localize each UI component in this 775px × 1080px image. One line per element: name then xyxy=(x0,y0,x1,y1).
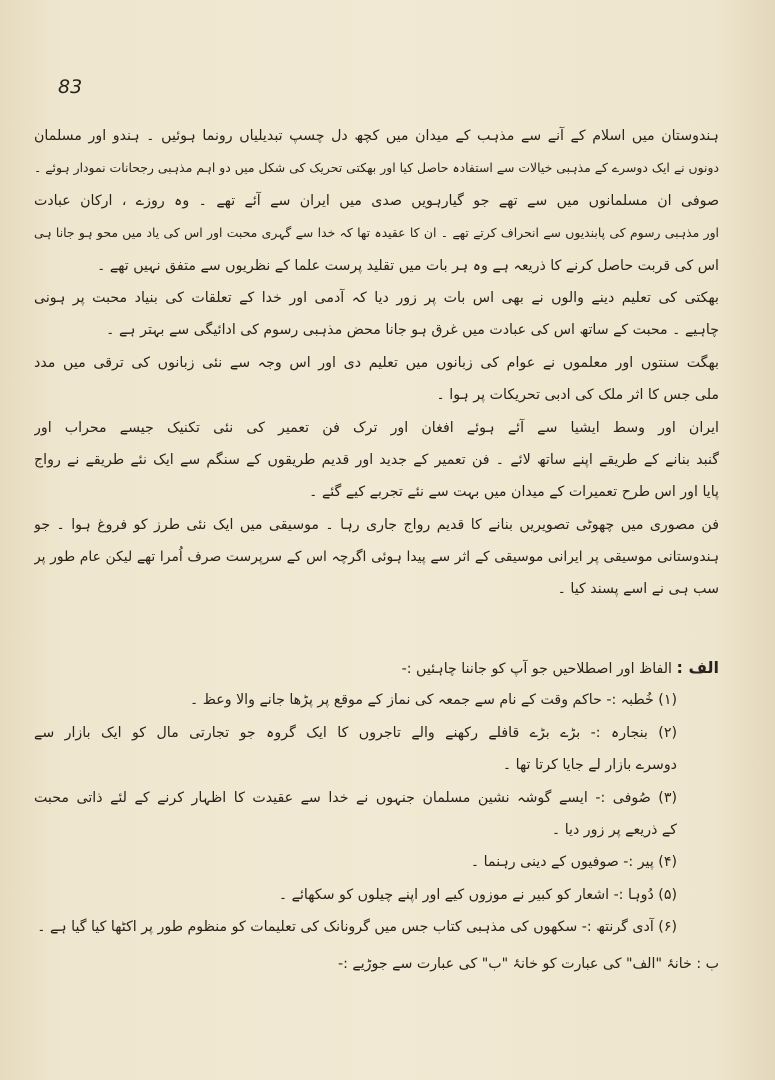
text-line: پایا اور اس طرح تعمیرات کے میدان میں بہت سے نئے تجربے کیے گئے ۔ xyxy=(309,484,719,501)
text-line: ہندوستانی موسیقی پر ایرانی موسیقی کے اثر سے پیدا ہوئی اگرچہ اس کے سرپرست صرف اُمرا تھے لیکن عام طور پر xyxy=(34,549,719,566)
text-line: دونوں نے ایک دوسرے کے مذہبی خیالات سے استفادہ حاصل کیا اور بھکتی تحریک کی شکل میں دو اہم مذہبی رجحانات نمودار ہوئے ۔ xyxy=(34,160,719,176)
body-text xyxy=(34,120,719,606)
text-line: صوفی ان مسلمانوں میں سے تھے جو گیارہویں صدی میں ایران سے آئے تھے ۔ وہ روزے ، ارکان عبادت xyxy=(34,192,719,209)
section-be-instruction: ب : خانۂ "الف" کی عبارت کو خانۂ "ب" کی عبارت سے جوڑیے :- xyxy=(338,955,719,972)
glossary-item-continued: دوسرے بازار لے جایا کرتا تھا ۔ xyxy=(502,757,677,774)
text-line: ایران اور وسط ایشیا سے آئے ہوئے افغان اور ترک فن تعمیر کی نئی تکنیک جیسے محراب اور xyxy=(34,419,719,436)
text-line: ملی جس کا اثر ملک کی ادبی تحریکات پر ہوا ۔ xyxy=(436,387,719,404)
section-alif-label: الف : xyxy=(676,658,719,677)
section-alif-heading xyxy=(34,652,719,684)
text-line: ہندوستان میں اسلام کے آنے سے مذہب کے میدان میں کچھ دل چسپ تبدیلیاں رونما ہوئیں ۔ ہندو اور مسلمان xyxy=(34,128,719,144)
glossary-item-continued: کے ذریعے پر زور دیا ۔ xyxy=(551,821,677,838)
text-line: بھکتی کی تعلیم دینے والوں نے بھی اس بات پر زور دیا کہ آدمی اور خدا کے تعلقات کی بنیاد محبت پر ہونی xyxy=(34,289,719,306)
glossary-item: (۲) بنجارہ :- بڑے بڑے قافلے رکھنے والے تاجروں کا ایک گروہ جو تجارتی مال کو ایک بازار سے xyxy=(34,724,677,741)
glossary-item: (۱) خُطبہ :- حاکم وقت کے نام سے جمعہ کی نماز کے موقع پر پڑھا جانے والا وعظ ۔ xyxy=(189,692,677,709)
exercise-section xyxy=(34,652,719,980)
glossary-item: (۵) دُوہا :- اشعار کو کبیر نے موزوں کیے اور اپنے چیلوں کو سکھائے ۔ xyxy=(278,886,677,903)
text-line: سب ہی نے اسے پسند کیا ۔ xyxy=(557,581,719,598)
text-line: بھگت سنتوں اور معلموں نے عوام کی زبانوں میں تعلیم دی اور اس وجہ سے نئی زبانوں کی ترقی میں مدد xyxy=(34,354,719,371)
text-line: اور مذہبی رسوم کی پابندیوں سے انحراف کرتے تھے ۔ ان کا عقیدہ تھا کہ خدا سے گہری محبت اور اس کی یاد میں محو ہو جانا ہی xyxy=(34,225,719,241)
text-line: گنبد بنانے کے طریقے اپنے ساتھ لائے ۔ فن تعمیر کے جدید اور قدیم طریقوں کے سنگم سے ایک نئے طریقے نے رواج xyxy=(34,451,719,468)
page-number: 83 xyxy=(58,76,83,98)
glossary-item: (۴) پیر :- صوفیوں کے دینی رہنما ۔ xyxy=(470,854,677,871)
text-line: چاہیے ۔ محبت کے ساتھ اس کی عبادت میں غرق ہو جانا محض مذہبی رسوم کی ادائیگی سے بہتر ہے ۔ xyxy=(106,322,719,339)
section-alif-title: الفاظ اور اصطلاحیں جو آپ کو جاننا چاہئیں :- xyxy=(401,661,672,677)
glossary-item: (۶) آدی گرنتھ :- سکھوں کی مذہبی کتاب جس میں گرونانک کی تعلیمات کو منظوم طور پر اکٹھا کیا گیا ہے ۔ xyxy=(37,919,677,936)
glossary-item: (۳) صُوفی :- ایسے گوشہ نشین مسلمان جنہوں نے خدا سے عقیدت کا اظہار کرنے کے لئے ذاتی محبت xyxy=(34,789,677,806)
text-line: فن مصوری میں چھوٹی تصویریں بنانے کا قدیم رواج جاری رہا ۔ موسیقی میں ایک نئی طرز کو فروغ ہوا ۔ جو xyxy=(34,516,719,533)
text-line: اس کی قربت حاصل کرنے کا ذریعہ ہے وہ ہر بات میں تقلید پرست علما کے نظریوں سے متفق نہیں تھے ۔ xyxy=(97,257,719,274)
